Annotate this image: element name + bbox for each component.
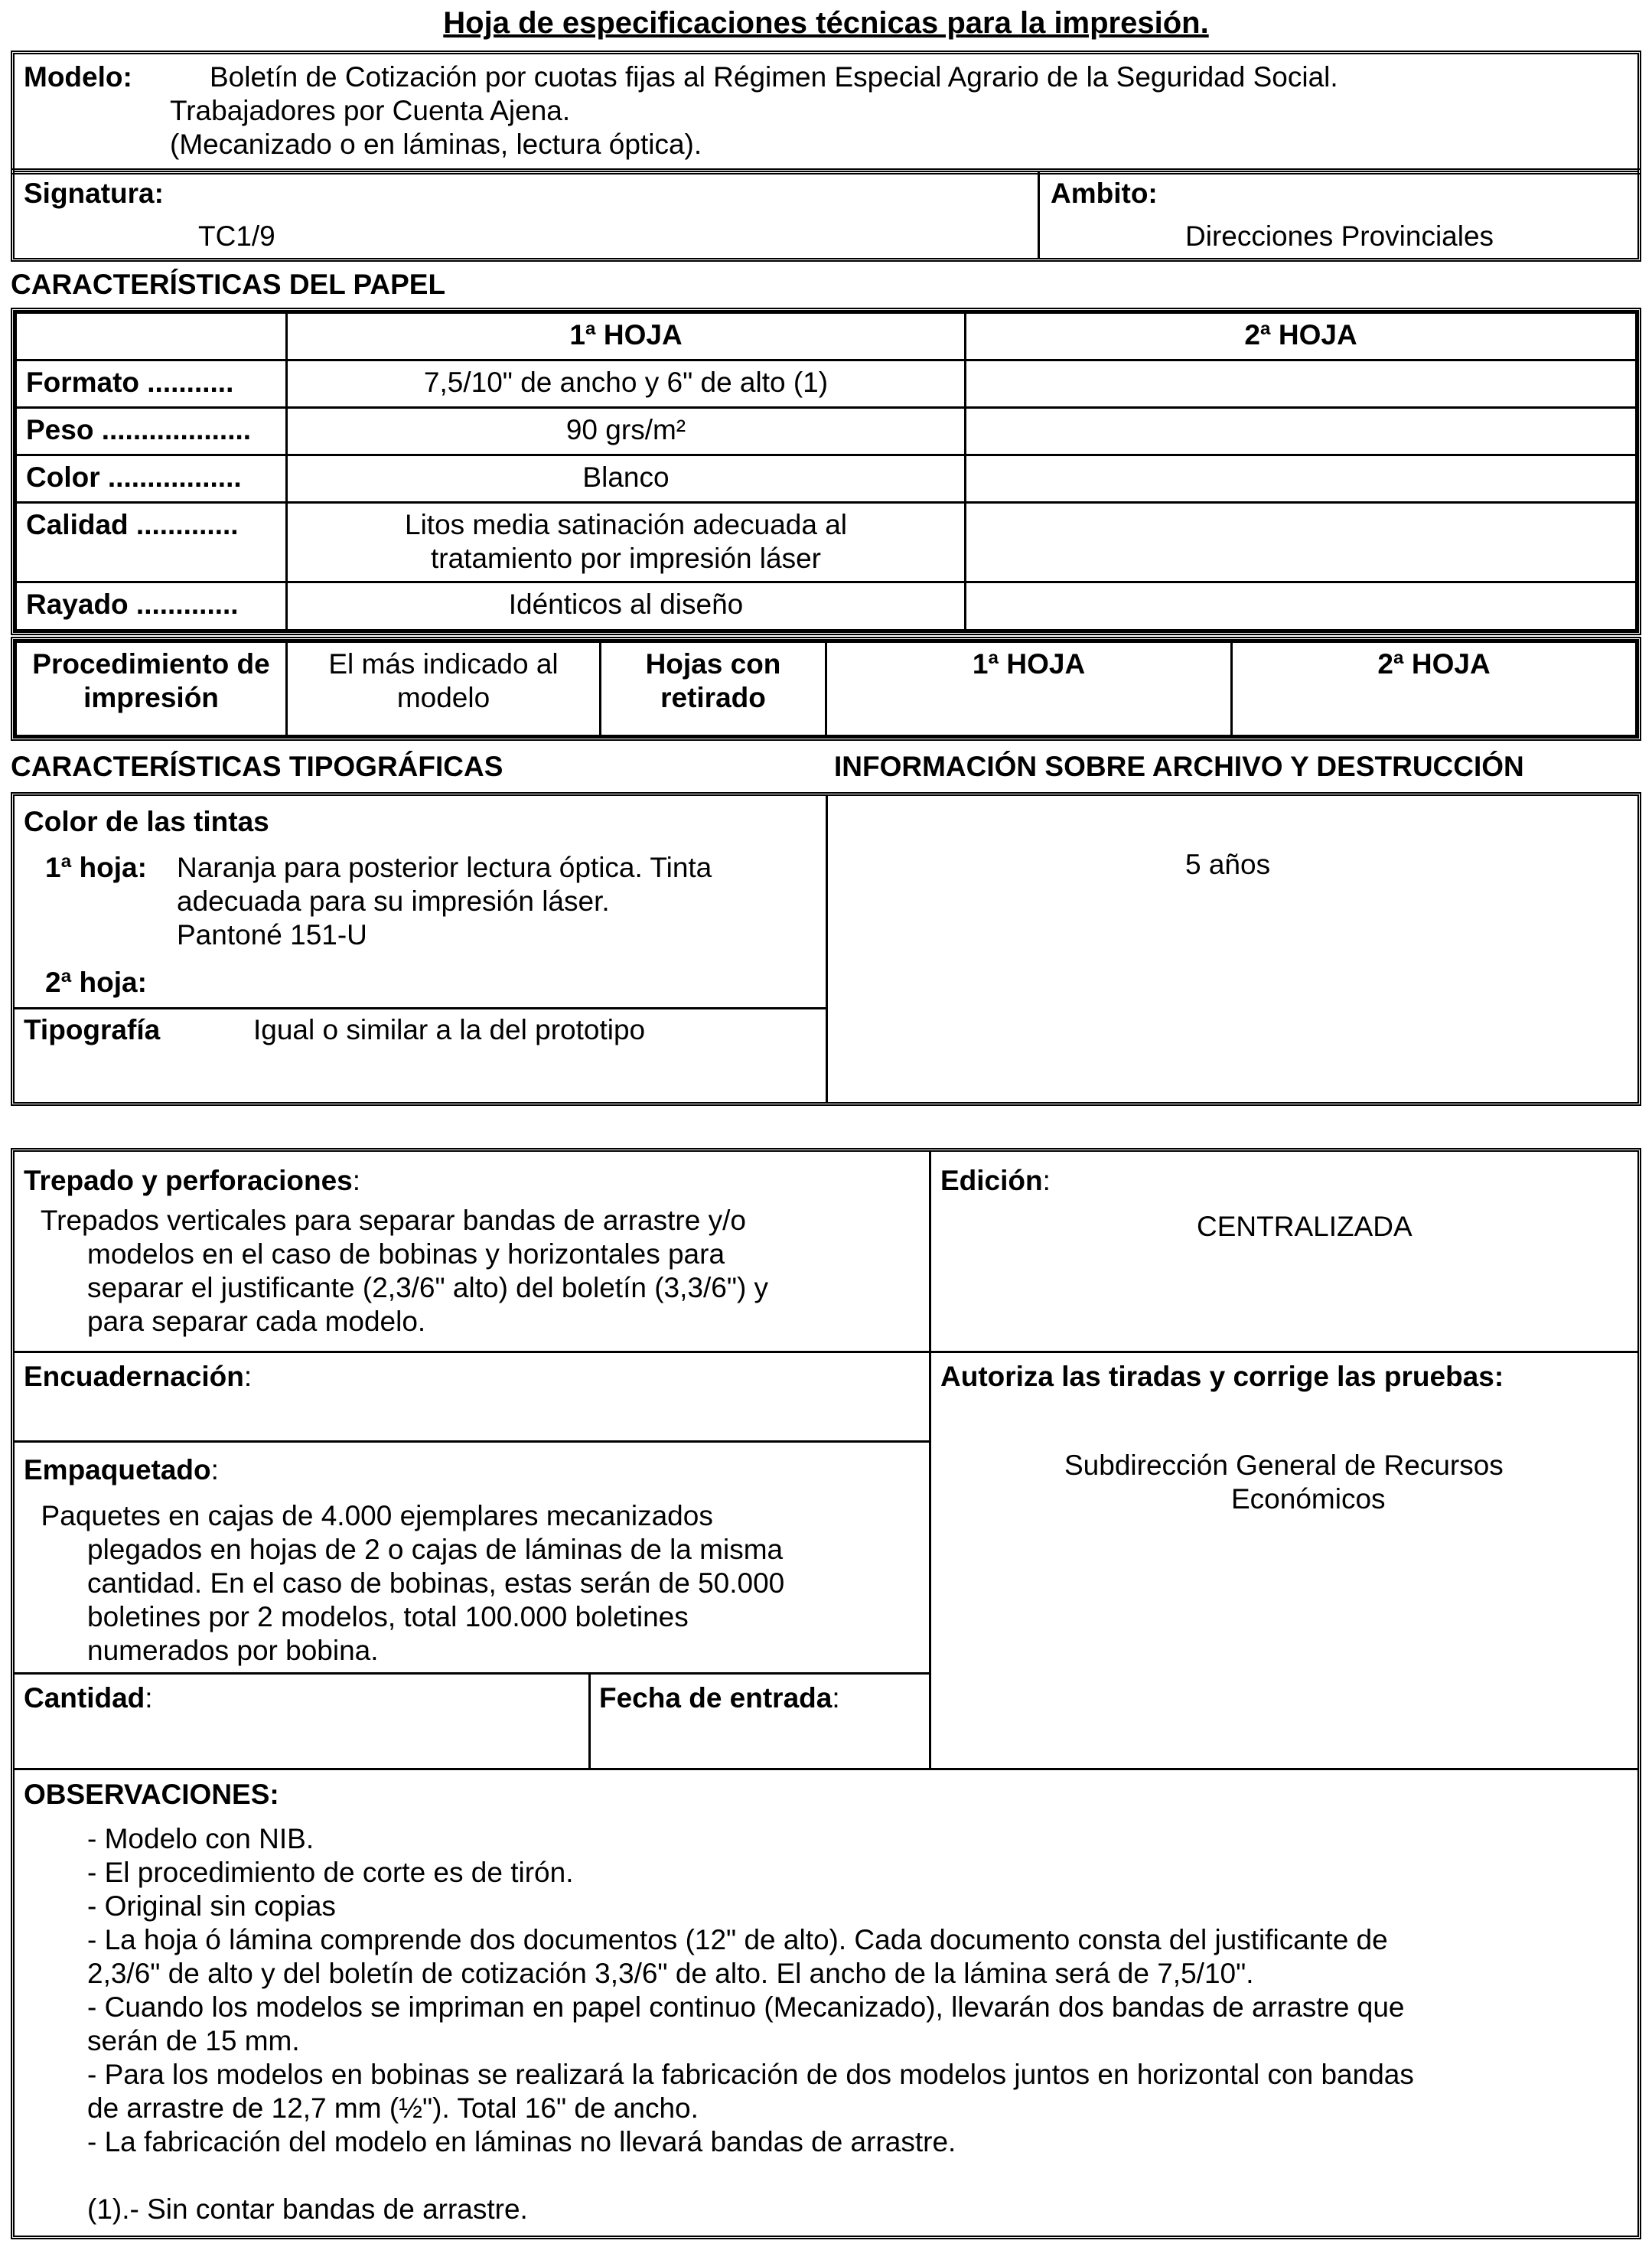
- calidad-h2: [966, 503, 1637, 582]
- autoriza-line-1: Subdirección General de Recursos: [1064, 1450, 1504, 1481]
- modelo-line-3: (Mecanizado o en láminas, lectura óptica).: [170, 129, 702, 160]
- tipograficas-box: [11, 792, 1641, 1106]
- divider: [826, 796, 828, 1102]
- modelo-line-1: Boletín de Cotización por cuotas fijas al Régimen Especial Agrario de la Seguridad Social.: [210, 61, 1338, 93]
- fecha-colon: :: [832, 1682, 840, 1714]
- procedimiento-label: Procedimiento de impresión: [16, 642, 287, 736]
- divider: [588, 1672, 591, 1768]
- cantidad-heading: [24, 1681, 153, 1715]
- divider: [15, 1672, 930, 1675]
- observacion-line: - Para los modelos en bobinas se realizará la fabricación de dos modelos juntos en horizontal con bandas: [87, 2059, 1414, 2090]
- edicion-label: Edición: [940, 1165, 1043, 1196]
- peso-h2: [966, 408, 1637, 455]
- empaquetado-line-3: cantidad. En el caso de bobinas, estas serán de 50.000: [87, 1567, 785, 1599]
- color-h1: Blanco: [287, 455, 966, 503]
- divider: [15, 1007, 826, 1009]
- divider: [15, 1440, 930, 1443]
- archivo-heading: INFORMACIÓN SOBRE ARCHIVO Y DESTRUCCIÓN: [834, 751, 1524, 782]
- observacion-line: - Original sin copias: [87, 1890, 336, 1922]
- trepado-line-4: para separar cada modelo.: [87, 1306, 426, 1337]
- empaquetado-line-2: plegados en hojas de 2 o cajas de láminas de la misma: [87, 1534, 784, 1565]
- rayado-h1: Idénticos al diseño: [287, 582, 966, 630]
- ambito-value: Direcciones Provinciales: [1185, 220, 1494, 252]
- signatura-ambito-box: [11, 168, 1641, 262]
- rayado-label: Rayado .............: [16, 582, 287, 630]
- empaquetado-colon: :: [210, 1454, 219, 1485]
- cantidad-label: Cantidad: [24, 1682, 145, 1714]
- empaquetado-heading: [24, 1453, 219, 1487]
- cantidad-colon: :: [145, 1682, 153, 1714]
- hoja1-label: 1ª hoja:: [45, 852, 147, 883]
- encuadernacion-label: Encuadernación: [24, 1361, 244, 1392]
- peso-h1: 90 grs/m²: [287, 408, 966, 455]
- formato-h1: 7,5/10" de ancho y 6" de alto (1): [287, 360, 966, 408]
- observaciones-label: OBSERVACIONES:: [24, 1779, 279, 1810]
- procedimiento-box: [11, 637, 1641, 741]
- hoja1-line-3: Pantoné 151-U: [177, 919, 367, 951]
- modelo-box: [11, 51, 1641, 174]
- calidad-label: Calidad .............: [16, 503, 287, 582]
- modelo-line-2: Trabajadores por Cuenta Ajena.: [170, 95, 571, 126]
- signatura-value: TC1/9: [198, 220, 275, 252]
- hoja2-label: 2ª hoja:: [45, 967, 147, 998]
- divider: [929, 1152, 931, 1768]
- papel-heading: CARACTERÍSTICAS DEL PAPEL: [11, 269, 446, 300]
- trepado-label: Trepado y perforaciones: [24, 1165, 353, 1196]
- papel-corner: [16, 313, 287, 360]
- retirado-h2: 2ª HOJA: [1232, 642, 1637, 736]
- empaquetado-line-5: numerados por bobina.: [87, 1635, 379, 1666]
- observacion-line: [87, 2159, 1618, 2193]
- divider: [15, 1768, 1637, 1770]
- rayado-h2: [966, 582, 1637, 630]
- tintas-label: Color de las tintas: [24, 806, 269, 837]
- edicion-colon: :: [1042, 1165, 1051, 1196]
- papel-table: [15, 311, 1637, 631]
- procedimiento-table: [15, 641, 1637, 737]
- color-h2: [966, 455, 1637, 503]
- empaquetado-line-4: boletines por 2 modelos, total 100.000 boletines: [87, 1601, 689, 1632]
- fecha-heading: [599, 1681, 840, 1715]
- tipografia-value: Igual o similar a la del prototipo: [253, 1014, 646, 1045]
- trepado-line-2: modelos en el caso de bobinas y horizontales para: [87, 1238, 725, 1270]
- page-title: Hoja de especificaciones técnicas para la impresión.: [443, 6, 1209, 40]
- encuadernacion-heading: [24, 1360, 252, 1394]
- papel-col-2: 2ª HOJA: [966, 313, 1637, 360]
- observacion-line: - Cuando los modelos se impriman en papel continuo (Mecanizado), llevarán dos bandas de arrastre que: [87, 1991, 1405, 2023]
- trepado-colon: :: [352, 1165, 361, 1196]
- edicion-heading: [940, 1164, 1051, 1198]
- empaquetado-line-1: Paquetes en cajas de 4.000 ejemplares mecanizados: [25, 1500, 713, 1531]
- retirado-label: Hojas con retirado: [601, 642, 826, 736]
- empaquetado-label: Empaquetado: [24, 1454, 211, 1485]
- ambito-label: Ambito:: [1051, 178, 1158, 209]
- observacion-line: - La fabricación del modelo en láminas no llevará bandas de arrastre.: [87, 2126, 956, 2157]
- observacion-line: - Modelo con NIB.: [87, 1823, 314, 1854]
- divider: [15, 1351, 1637, 1353]
- papel-col-1: 1ª HOJA: [287, 313, 966, 360]
- formato-h2: [966, 360, 1637, 408]
- observacion-line: - El procedimiento de corte es de tirón.: [87, 1857, 574, 1888]
- peso-label: Peso ...................: [16, 408, 287, 455]
- trepado-heading: [24, 1164, 360, 1198]
- autoriza-line-2: Económicos: [1231, 1483, 1386, 1515]
- formato-label: Formato ...........: [16, 360, 287, 408]
- lower-box: [11, 1148, 1641, 2239]
- papel-table-box: [11, 308, 1641, 635]
- signatura-label: Signatura:: [24, 178, 164, 209]
- observacion-line: serán de 15 mm.: [87, 2025, 300, 2056]
- archivo-value: 5 años: [1185, 849, 1271, 880]
- modelo-label: Modelo:: [24, 61, 132, 93]
- fecha-label: Fecha de entrada: [599, 1682, 833, 1714]
- observacion-line: 2,3/6" de alto y del boletín de cotización 3,3/6" de alto. El ancho de la lámina será de 7,5/10".: [87, 1958, 1254, 1989]
- divider: [1038, 172, 1040, 258]
- trepado-line-1: Trepados verticales para separar bandas de arrastre y/o: [25, 1205, 746, 1236]
- observacion-line: - La hoja ó lámina comprende dos documentos (12" de alto). Cada documento consta del justificante de: [87, 1924, 1388, 1955]
- calidad-h1: Litos media satinación adecuada al tratamiento por impresión láser: [287, 503, 966, 582]
- autoriza-label: Autoriza las tiradas y corrige las pruebas:: [940, 1361, 1504, 1392]
- color-label: Color .................: [16, 455, 287, 503]
- observacion-line: (1).- Sin contar bandas de arrastre.: [87, 2193, 528, 2225]
- tipograficas-heading: CARACTERÍSTICAS TIPOGRÁFICAS: [11, 751, 503, 782]
- trepado-line-3: separar el justificante (2,3/6" alto) del boletín (3,3/6") y: [87, 1272, 769, 1303]
- tipografia-label: Tipografía: [24, 1014, 161, 1045]
- retirado-h1: 1ª HOJA: [826, 642, 1232, 736]
- procedimiento-value: El más indicado al modelo: [287, 642, 601, 736]
- hoja1-line-2: adecuada para su impresión láser.: [177, 885, 610, 917]
- hoja1-line-1: Naranja para posterior lectura óptica. Tinta: [177, 852, 712, 883]
- observaciones-list: [87, 1822, 1618, 2226]
- encuadernacion-colon: :: [243, 1361, 253, 1392]
- edicion-value: CENTRALIZADA: [1197, 1211, 1413, 1242]
- observacion-line: de arrastre de 12,7 mm (½"). Total 16" de ancho.: [87, 2092, 699, 2124]
